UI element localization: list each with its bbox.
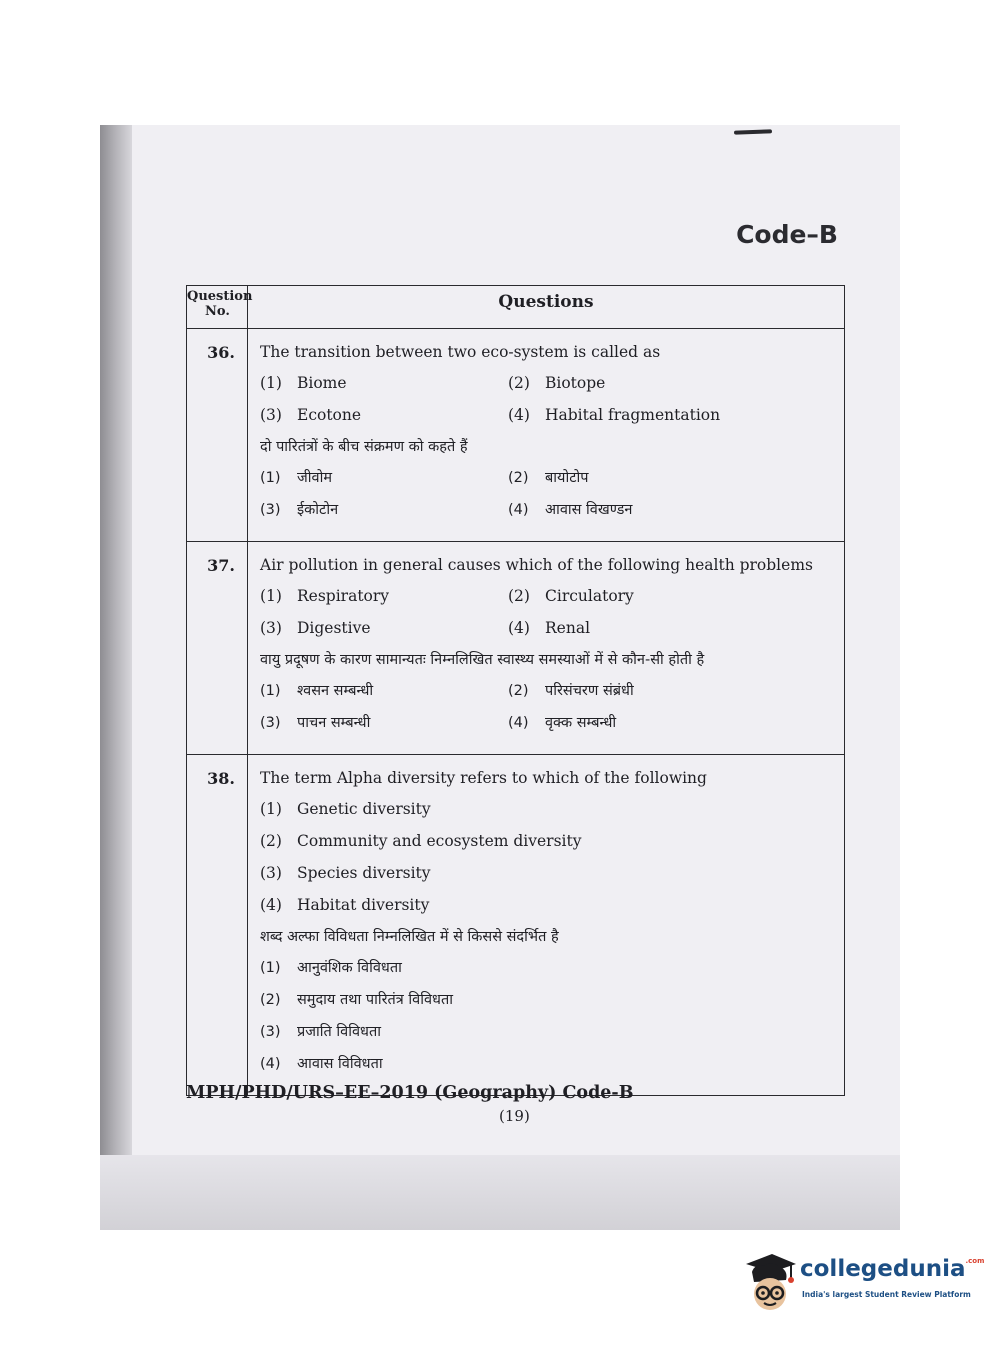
option-text: Digestive [297,619,371,637]
option-text: Biotope [545,374,606,392]
option-text: ईकोटोन [297,502,339,518]
option-text: आवास विविधता [297,1056,383,1072]
mascot-icon [742,1250,800,1316]
option [260,830,836,862]
option-text: प्रजाति विविधता [297,1024,381,1040]
option [260,798,836,830]
option-text: Respiratory [297,587,390,605]
option [260,585,508,617]
option-text: समुदाय तथा पारितंत्र विविधता [297,992,453,1008]
option-text: आवास विखण्डन [545,502,633,518]
question-number: 37. [187,542,248,755]
code-header: Code–B [736,220,838,249]
question-stem-hi: वायु प्रदूषण के कारण सामान्यतः निम्नलिखित स्वास्थ्य समस्याओं में से कौन-सी होती है [260,652,705,668]
page-number: (19) [499,1107,530,1125]
option-text: श्वसन सम्बन्धी [297,683,374,699]
questions-header: Questions [248,286,845,329]
option-number: (2) [508,470,529,486]
option-text: Ecotone [297,406,362,424]
option [260,680,508,712]
option-text: जीवोम [297,470,333,486]
option-number: (2) [508,683,529,699]
option [260,1053,836,1085]
table-row [187,755,845,1096]
option [260,862,836,894]
option-number: (3) [260,502,281,518]
question-body [248,755,845,1096]
option-number: (4) [508,715,529,731]
collegedunia-logo [742,1250,985,1320]
logo-suffix: .com [965,1257,985,1265]
option [508,467,836,499]
option-text: Community and ecosystem diversity [297,832,582,850]
question-no-header [187,286,253,329]
question-stem-en: Air pollution in general causes which of the following health problems [260,556,813,574]
option-text: Circulatory [545,587,634,605]
pen-mark [734,129,772,134]
option [260,617,508,649]
question-table [186,285,845,1096]
option-text: वृक्क सम्बन्धी [545,715,617,731]
option [260,372,508,404]
option-number: (4) [508,619,530,637]
option [260,894,836,926]
option-number: (3) [260,1024,281,1040]
options-hi [260,680,836,744]
option-number: (3) [260,406,282,424]
option-number: (3) [260,715,281,731]
option-number: (4) [260,896,282,914]
option-number: (3) [260,864,282,882]
option [508,617,836,649]
option-text: परिसंचरण संब्रंधी [545,683,634,699]
option-text: पाचन सम्बन्धी [297,715,371,731]
scanned-page [100,125,900,1230]
option [260,499,508,531]
option [260,957,836,989]
option-text: Species diversity [297,864,431,882]
option-text: बायोटोप [545,470,589,486]
question-stem-hi: दो पारितंत्रों के बीच संक्रमण को कहते हैं [260,439,468,455]
logo-tagline: India's largest Student Review Platform [802,1290,971,1299]
option-number: (2) [260,832,282,850]
option [260,989,836,1021]
option-text: Genetic diversity [297,800,431,818]
question-number: 38. [187,755,248,1096]
option-number: (1) [260,683,281,699]
option [508,372,836,404]
option [508,404,836,436]
table-row [187,542,845,755]
question-stem-en: The transition between two eco-system is called as [260,343,661,361]
option-number: (2) [508,587,530,605]
option-number: (2) [260,992,281,1008]
option [508,499,836,531]
option [508,712,836,744]
option-number: (1) [260,374,282,392]
option [260,1021,836,1053]
option [260,467,508,499]
question-no-header-line1: Question [187,289,253,304]
question-number: 36. [187,329,248,542]
option-number: (4) [260,1056,281,1072]
option-number: (4) [508,406,530,424]
page-bottom-shadow [100,1155,900,1230]
question-stem-hi: शब्द अल्फा विविधता निम्नलिखित में से किससे संदर्भित है [260,929,559,945]
table-row [187,329,845,542]
option [508,680,836,712]
option-number: (4) [508,502,529,518]
option-text: Renal [545,619,591,637]
option-number: (1) [260,960,281,976]
question-no-header-line2: No. [205,304,230,319]
option-number: (1) [260,800,282,818]
logo-name: collegedunia [800,1256,966,1282]
options-en [260,585,836,649]
option-text: Biome [297,374,347,392]
option-number: (3) [260,619,282,637]
question-body [248,542,845,755]
question-body [248,329,845,542]
option-text: आनुवंशिक विविधता [297,960,402,976]
options-hi [260,467,836,531]
option-text: Habital fragmentation [545,406,721,424]
option [260,712,508,744]
binding-shadow [100,125,132,1230]
options-en [260,372,836,436]
table-header-row [187,286,845,329]
question-stem-en: The term Alpha diversity refers to which of the following [260,769,707,787]
option-number: (1) [260,470,281,486]
option [508,585,836,617]
exam-footer: MPH/PHD/URS–EE–2019 (Geography) Code-B [186,1083,634,1103]
option [260,404,508,436]
option-number: (1) [260,587,282,605]
option-number: (2) [508,374,530,392]
option-text: Habitat diversity [297,896,430,914]
